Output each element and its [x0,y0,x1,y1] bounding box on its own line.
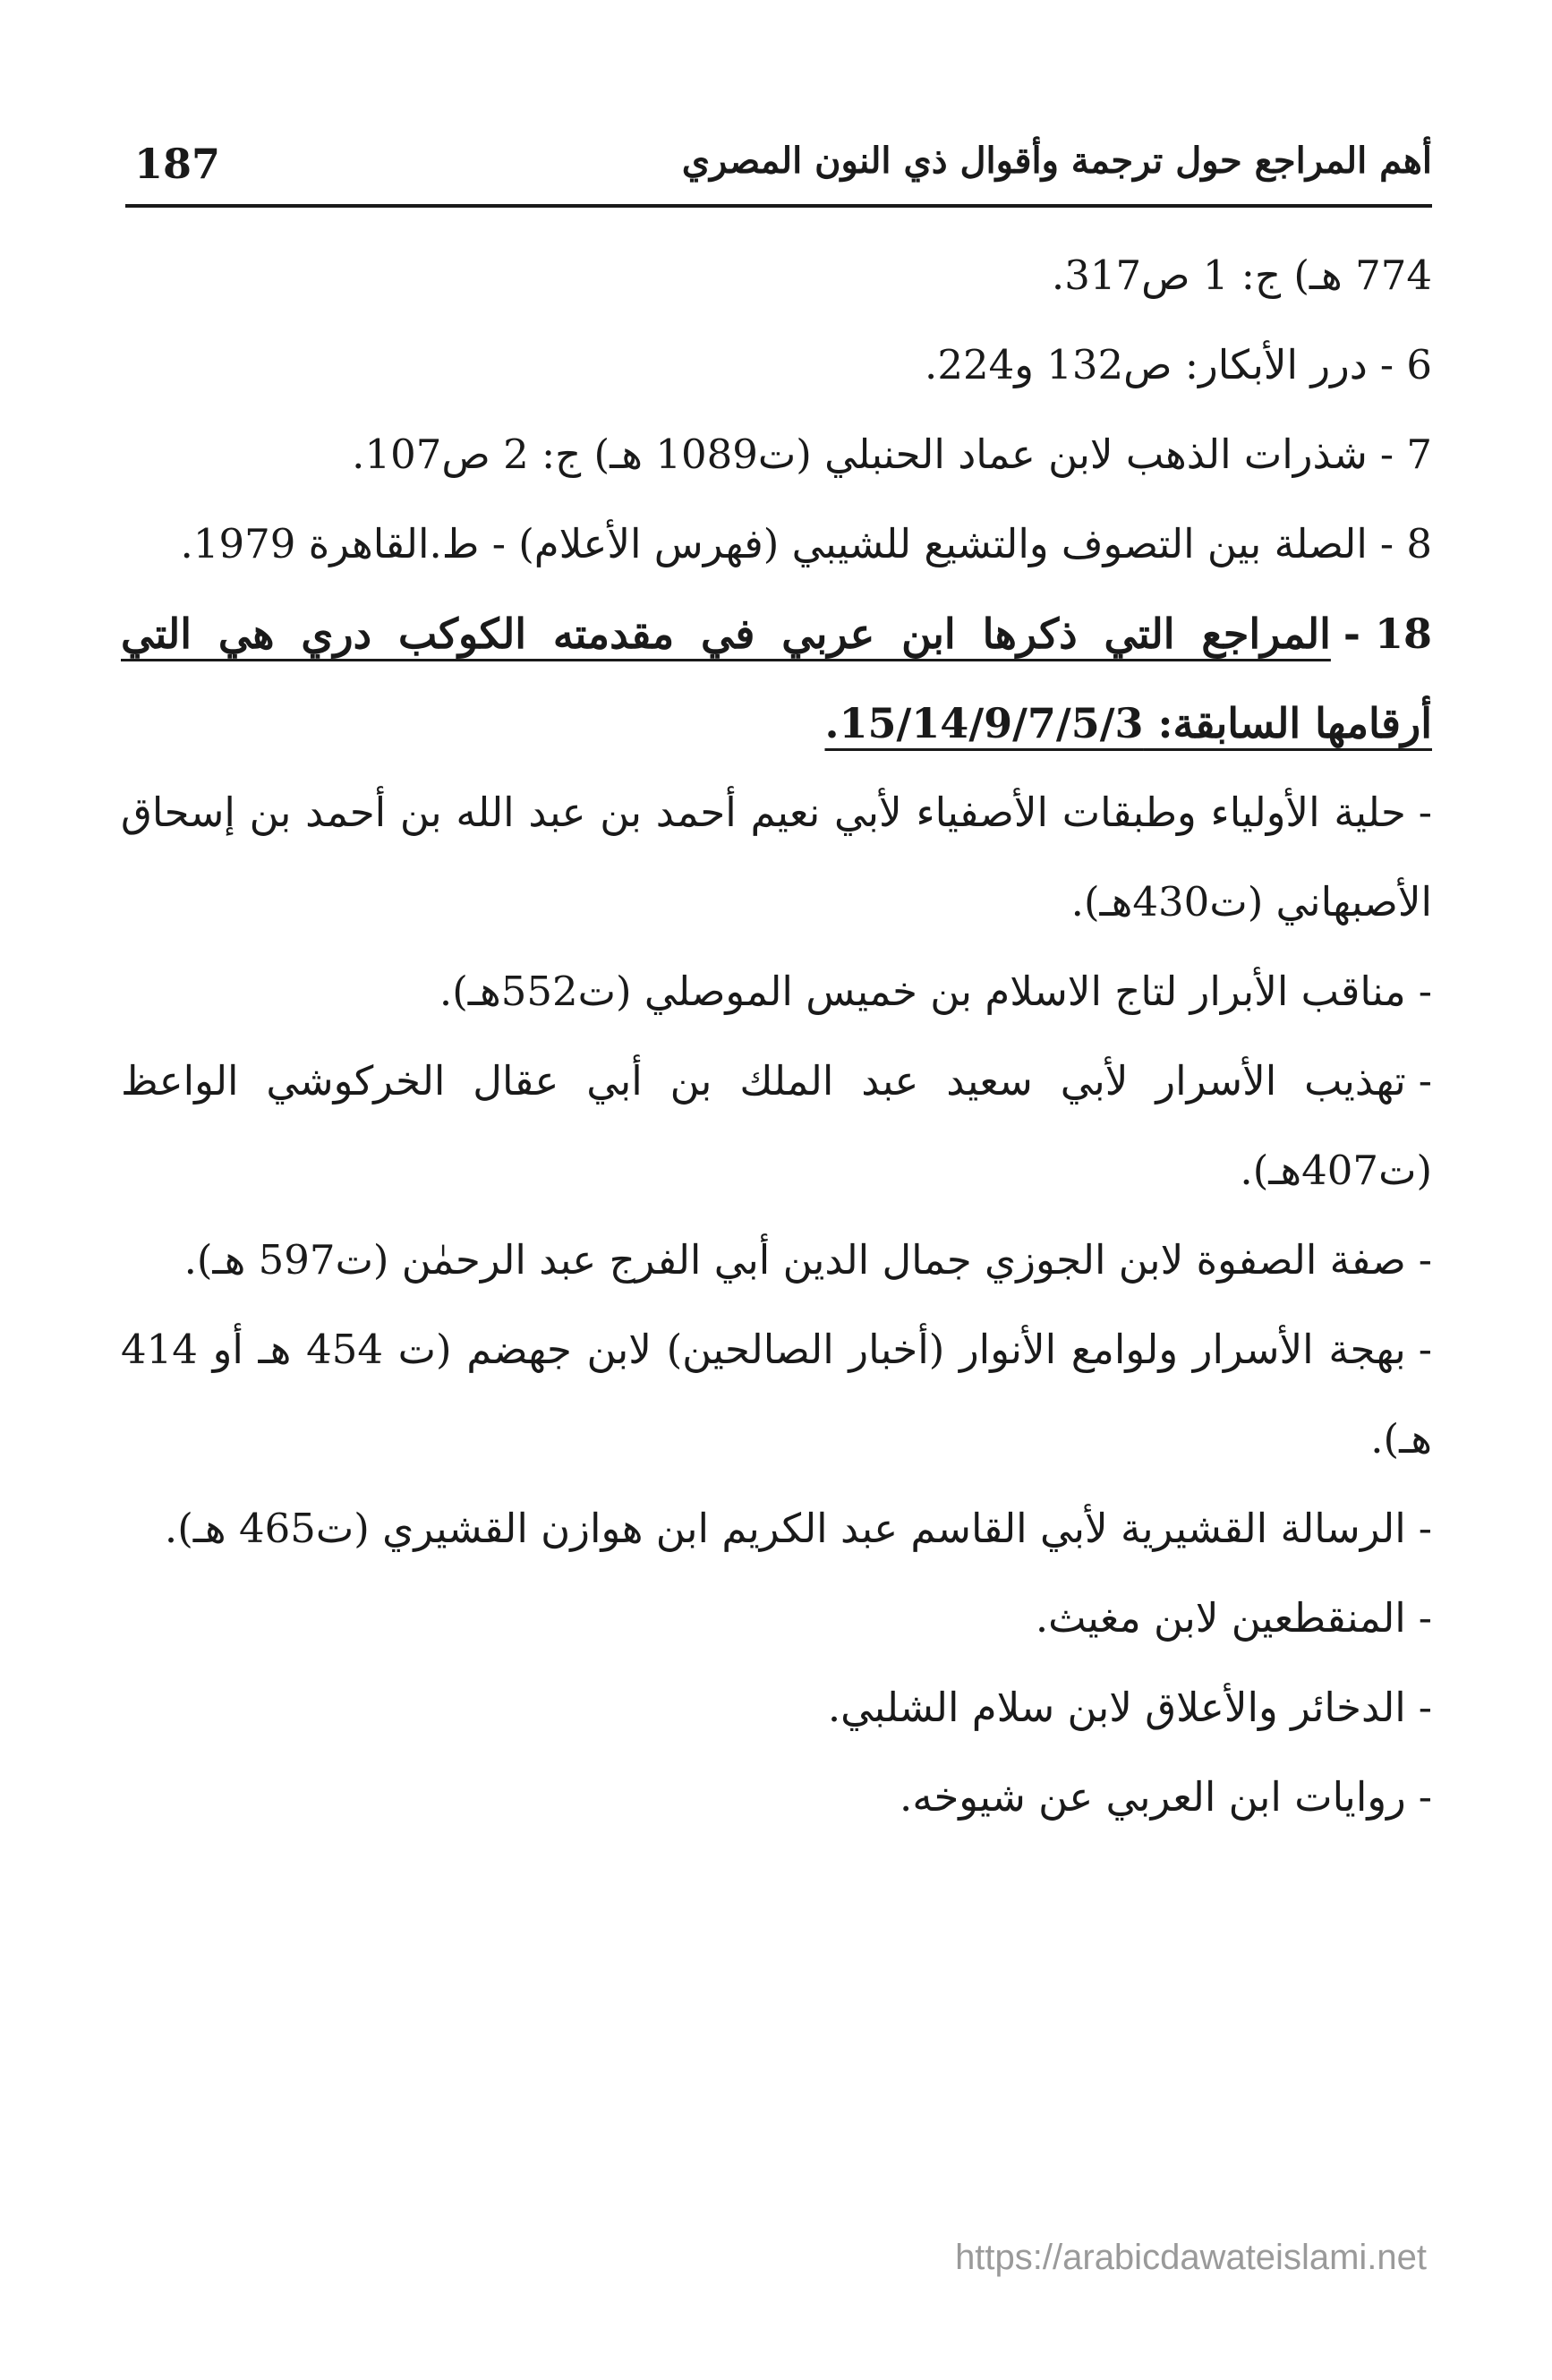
bullet-text: تهذيب الأسرار لأبي سعيد عبد الملك بن أبي عقال الخركوشي الواعظ (ت407هـ). [121,1057,1432,1194]
bullet-item [121,1484,1432,1574]
bullet-item [121,1663,1432,1753]
bullet-text: روايات ابن العربي عن شيوخه. [900,1773,1406,1821]
reference-item-6 [121,320,1432,410]
bullet-dash: - [1418,1236,1432,1284]
bullet-item [121,1036,1432,1216]
item-text: درر الأبكار: ص132 و224. [925,341,1368,388]
page-number: 187 [134,140,221,188]
bullet-item [121,947,1432,1036]
bullet-item [121,1305,1432,1484]
reference-item-8 [121,499,1432,589]
section-heading-text: المراجع التي ذكرها ابن عربي في مقدمته الكوكب دري هي التي أرقامها السابقة: 15/14/9/7/5/3. [121,610,1432,747]
page-body [121,231,1432,1842]
bullet-dash: - [1418,1594,1432,1642]
bullet-dash: - [1418,968,1432,1015]
bullet-item [121,1216,1432,1305]
bullet-item [121,1574,1432,1663]
bullet-text: بهجة الأسرار ولوامع الأنوار (أخبار الصالحين) لابن جهضم (ت 454 هـ أو 414 هـ). [121,1326,1432,1463]
item-number: 7 - [1379,431,1432,478]
bullet-dash: - [1418,1505,1432,1552]
section-number: 18 - [1343,610,1432,658]
item-text: الصلة بين التصوف والتشيع للشيبي (فهرس الأعلام) - ط.القاهرة 1979. [180,520,1368,567]
bullet-item [121,768,1432,947]
bullet-text: صفة الصفوة لابن الجوزي جمال الدين أبي الفرج عبد الرحمٰن (ت597 هـ). [183,1236,1406,1284]
item-number: 8 - [1379,520,1432,567]
running-title: أهم المراجع حول ترجمة وأقوال ذي النون المصري [681,140,1432,182]
page-header [125,134,1432,206]
bullet-text: المنقطعين لابن مغيث. [1035,1594,1406,1642]
item-text: شذرات الذهب لابن عماد الحنبلي (ت1089 هـ) ج: 2 ص107. [352,431,1368,478]
bullet-dash: - [1418,1057,1432,1105]
bullet-item [121,1753,1432,1842]
bullet-dash: - [1418,789,1432,836]
bullet-text: حلية الأولياء وطبقات الأصفياء لأبي نعيم أحمد بن عبد الله بن أحمد بن إسحاق الأصبهاني (ت430هـ). [121,789,1432,926]
bullet-dash: - [1418,1773,1432,1821]
bullet-text: الدخائر والأعلاق لابن سلام الشلبي. [827,1684,1406,1731]
watermark-url: https://arabicdawateislami.net [955,2238,1427,2277]
bullet-dash: - [1418,1326,1433,1373]
reference-item-7 [121,410,1432,499]
section-heading-18 [121,589,1432,768]
item-number: 6 - [1379,341,1432,388]
continued-line: 774 هـ) ج: 1 ص317. [1051,252,1432,299]
header-rule [125,204,1432,208]
bullet-text: الرسالة القشيرية لأبي القاسم عبد الكريم ابن هوازن القشيري (ت465 هـ). [164,1505,1406,1552]
bullet-text: مناقب الأبرار لتاج الاسلام بن خميس الموصلي (ت552هـ). [439,968,1406,1015]
bullet-dash: - [1418,1684,1432,1731]
